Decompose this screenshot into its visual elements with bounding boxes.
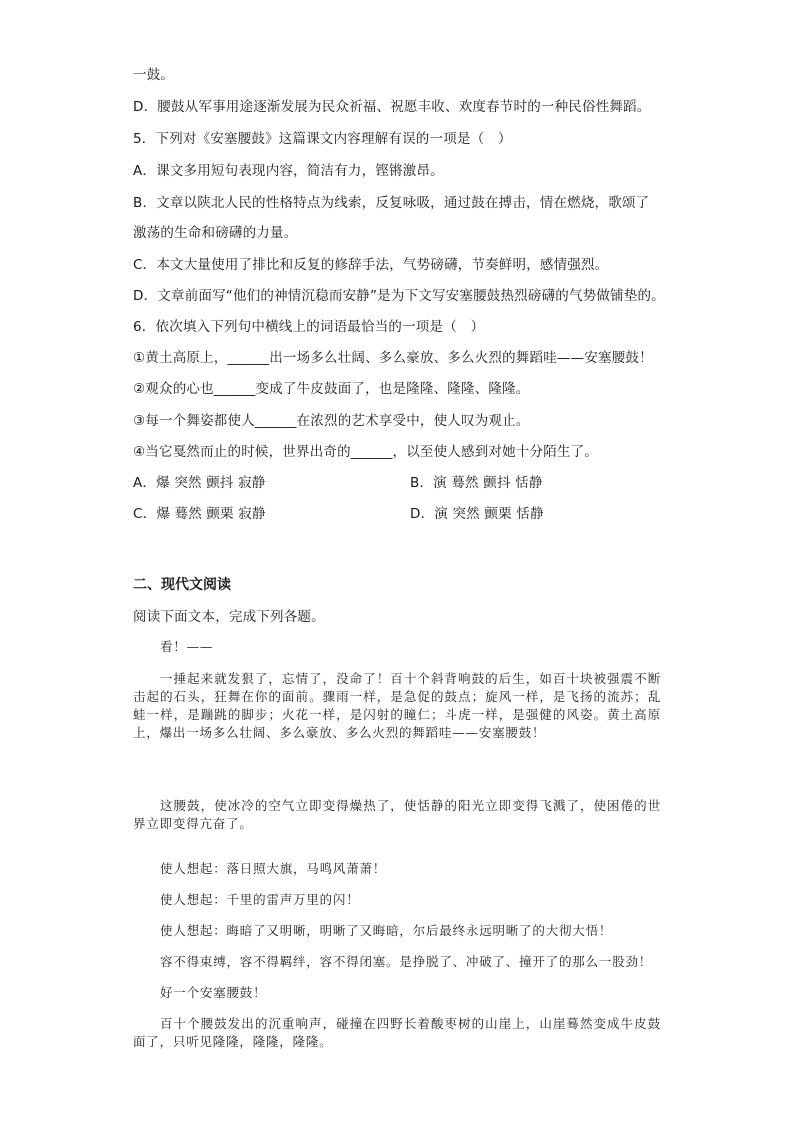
passage-paragraph-3: 这腰鼓，使冰冷的空气立即变得燥热了，使恬静的阳光立即变得飞溅了，使困倦的世界立即变得亢奋了。 [133,798,661,831]
q6-sentence-1: ①黄土高原上，______出一场多么壮阔、多么豪放、多么火烈的舞蹈哇——安塞腰鼓！ [133,350,653,366]
q5-option-b-line1: B．文章以陕北人民的性格特点为线索，反复咏吸，通过鼓在搏击，情在燃烧，歌颂了 [133,195,650,211]
q5-option-b-line2: 激荡的生命和磅礴的力量。 [133,225,298,241]
q6-option-b: B．演 蓦然 颤抖 恬静 [410,475,543,491]
section-2-instruction: 阅读下面文本，完成下列各题。 [133,609,325,625]
q6-sentence-4: ④当它戛然而止的时候，世界出奇的______，以至使人感到对她十分陌生了。 [133,444,599,460]
passage-paragraph-1: 看！—— [160,639,214,654]
q6-sentence-2: ②观众的心也______变成了牛皮鼓面了，也是隆隆、隆隆、隆隆。 [133,381,530,397]
q4-option-d: D．腰鼓从军事用途逐渐发展为民众祈福、祝愿丰收、欢度春节时的一种民俗性舞蹈。 [133,99,651,115]
passage-paragraph-5: 使人想起：千里的雷声万里的闪！ [160,892,360,907]
q6-option-c: C．爆 蓦然 颤栗 寂静 [133,506,266,522]
passage-paragraph-6: 使人想起：晦暗了又明晰，明晰了又晦暗，尔后最终永远明晰了的大彻大悟！ [160,923,613,938]
section-2-title: 二、现代文阅读 [133,577,231,593]
passage-paragraph-8: 好一个安塞腰鼓！ [160,985,267,1000]
q5-option-a: A．课文多用短句表现内容，简洁有力，铿锵激昂。 [133,163,444,179]
passage-paragraph-9: 百十个腰鼓发出的沉重响声，碰撞在四野长着酸枣树的山崖上，山崖蓦然变成牛皮鼓面了，只听见隆隆，隆隆，隆隆。 [133,1016,661,1049]
passage-paragraph-4: 使人想起：落日照大旗，马鸣风萧萧！ [160,861,387,876]
q5-stem: 5．下列对《安塞腰鼓》这篇课文内容理解有误的一项是（ ） [133,131,512,147]
q5-option-d: D．文章前面写“他们的神情沉稳而安静”是为下文写安塞腰鼓热烈磅礴的气势做铺垫的。 [133,288,665,304]
q4-tail-text: 一鼓。 [133,67,175,83]
passage-paragraph-7: 容不得束缚，容不得羁绊，容不得闭塞。是挣脱了、冲破了、撞开了的那么一股劲！ [160,954,653,969]
q6-sentence-3: ③每一个舞姿都使人______在浓烈的艺术享受中，使人叹为观止。 [133,413,530,429]
q6-option-d: D．演 突然 颤栗 恬静 [410,506,544,522]
passage-paragraph-2: 一捶起来就发狠了，忘情了，没命了！百十个斜背响鼓的后生，如百十块被强震不断击起的石头，狂舞在你的面前。骤雨一样，是急促的鼓点；旋风一样，是飞扬的流苏；乱蛙一样，是蹦跳的脚步；火花一样，是闪射的瞳仁；斗虎一样，是强健的风姿。黄土高原上，爆出一场多么壮阔、多么豪放、多么火烈的舞蹈哇——安塞腰鼓！ [133,671,661,740]
q6-stem: 6．依次填入下列句中横线上的词语最恰当的一项是（ ） [133,319,485,335]
q5-option-c: C．本文大量使用了排比和反复的修辞手法，气势磅礴，节奏鲜明，感情强烈。 [133,257,609,273]
q6-option-a: A．爆 突然 颤抖 寂静 [133,475,266,491]
